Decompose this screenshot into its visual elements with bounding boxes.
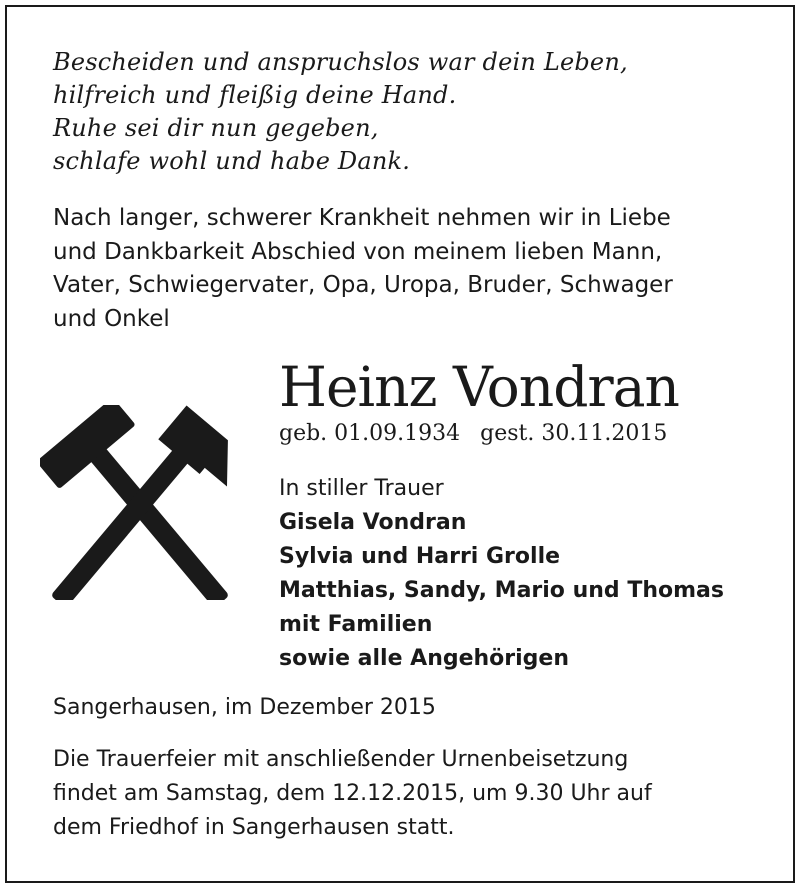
intro-line: und Dankbarkeit Abschied von meinem lieben Mann, [53,238,663,265]
intro-line: Vater, Schwiegervater, Opa, Uropa, Bruder, Schwager [53,272,673,298]
poem-line: Bescheiden und anspruchslos war dein Leben, [53,48,628,76]
poem-line: hilfreich und fleißig deine Hand. [53,81,457,109]
intro-text [53,202,753,336]
intro-line: und Onkel [53,305,170,332]
funeral-info [53,743,753,845]
life-dates [279,419,667,449]
birth-date: geb. 01.09.1934 [279,421,461,446]
poem-line: Ruhe sei dir nun gegeben, [53,114,379,142]
poem [53,46,628,178]
mourners-block [279,472,724,676]
hammer-and-pick-icon [40,405,255,600]
mourning-label: In stiller Trauer [279,476,444,501]
funeral-line: dem Friedhof in Sangerhausen statt. [53,815,455,840]
mourner-name: Sylvia und Harri Grolle [279,544,561,569]
place-and-date: Sangerhausen, im Dezember 2015 [53,695,436,720]
funeral-line: findet am Samstag, dem 12.12.2015, um 9.30 Uhr auf [53,781,652,806]
mourner-name: sowie alle Angehörigen [279,646,570,671]
deceased-name: Heinz Vondran [279,355,679,419]
mourner-name: Matthias, Sandy, Mario und Thomas [279,578,724,603]
funeral-line: Die Trauerfeier mit anschließender Urnenbeisetzung [53,747,629,772]
poem-line: schlafe wohl und habe Dank. [53,147,411,175]
mourner-name: mit Familien [279,612,433,637]
intro-line: Nach langer, schwerer Krankheit nehmen wir in Liebe [53,205,671,231]
death-date: gest. 30.11.2015 [480,421,668,446]
mourner-name: Gisela Vondran [279,510,467,535]
